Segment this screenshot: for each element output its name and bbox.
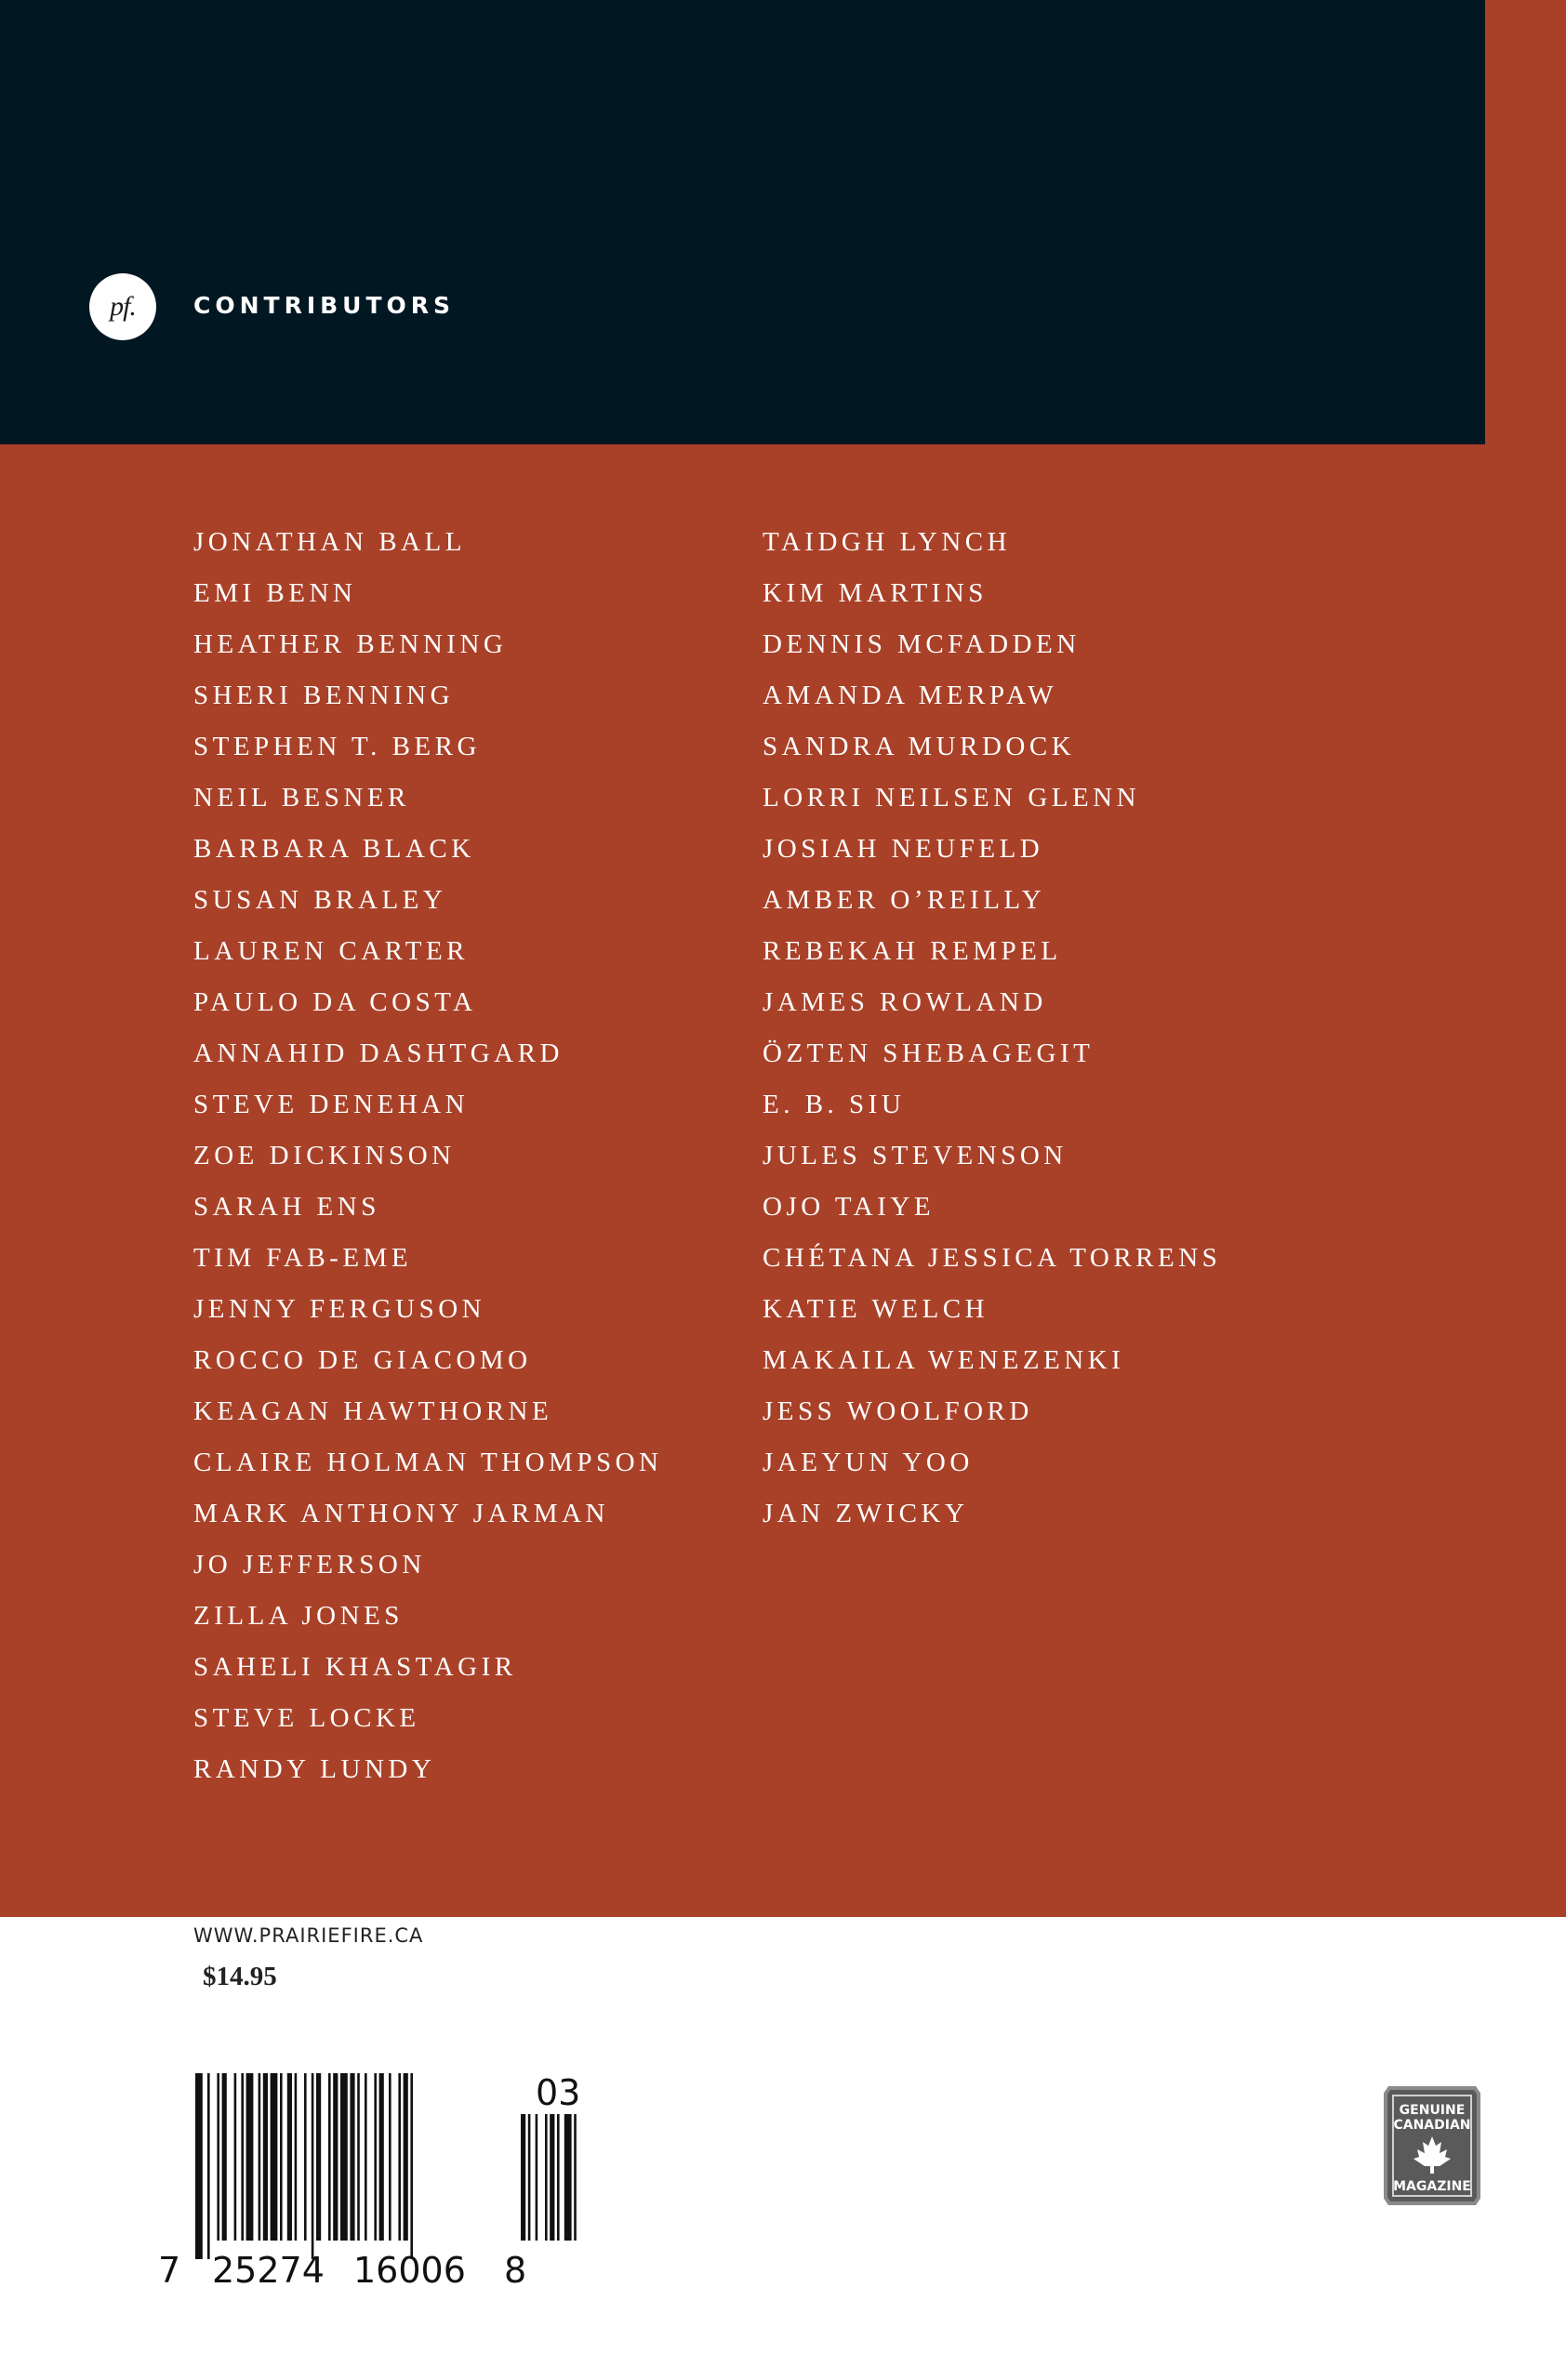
contributor-name: E. B. SIU [763,1090,906,1119]
price: $14.95 [203,1962,277,1991]
barcode-addon-digits: 03 [536,2073,581,2113]
barcode-bar [271,2073,278,2241]
barcode [158,2073,595,2296]
contributor-name: EMI BENN [193,578,357,608]
barcode-bar [328,2073,331,2241]
contributor-name: KEAGAN HAWTHORNE [193,1396,553,1426]
contributor-name: SHERI BENNING [193,681,455,710]
barcode-bar [234,2073,237,2241]
barcode-bar [404,2073,408,2241]
contributor-name: JENNY FERGUSON [193,1294,486,1324]
barcode-bar [217,2073,219,2241]
barcode-bar [374,2073,377,2241]
contributor-name: SUSAN BRALEY [193,885,447,915]
contributor-name: MAKAILA WENEZENKI [763,1345,1125,1375]
contributor-name: ZILLA JONES [193,1601,404,1631]
barcode-bar [246,2073,254,2241]
contributor-name: LAUREN CARTER [193,936,470,966]
contributor-name: SAHELI KHASTAGIR [193,1652,517,1682]
contributor-name: STEVE DENEHAN [193,1090,470,1119]
barcode-left-digits: 25274 [212,2250,325,2291]
barcode-bar [207,2073,210,2259]
barcode-addon-bar [545,2114,548,2241]
barcode-bar [389,2073,392,2241]
contributor-name: LORRI NEILSEN GLENN [763,783,1141,813]
barcode-bar [241,2073,244,2241]
contributor-name: REBEKAH REMPEL [763,936,1062,966]
contributor-name: JO JEFFERSON [193,1550,426,1580]
contributor-name: NEIL BESNER [193,783,410,813]
contributor-name: JAMES ROWLAND [763,987,1047,1017]
contributor-name: KIM MARTINS [763,578,988,608]
logo-text: pf. [110,291,136,322]
barcode-right-digits: 16006 [353,2250,466,2291]
contributor-name: STEPHEN T. BERG [193,732,481,761]
badge-line-3: MAGAZINE [1393,2179,1471,2194]
barcode-check-digit: 8 [504,2250,527,2291]
barcode-bar [379,2073,384,2241]
contributor-name: TAIDGH LYNCH [763,527,1012,557]
barcode-bar [340,2073,348,2241]
contributor-name: TIM FAB-EME [193,1243,413,1273]
barcode-addon-bar [521,2114,525,2241]
contributor-name: JOSIAH NEUFELD [763,834,1044,864]
contributor-name: RANDY LUNDY [193,1754,436,1784]
barcode-bar [365,2073,367,2241]
contributor-name: SARAH ENS [193,1192,380,1222]
contributor-name: MARK ANTHONY JARMAN [193,1499,609,1528]
barcode-bar [357,2073,360,2241]
barcode-addon-bar [550,2114,554,2241]
barcode-bar [350,2073,354,2241]
contributor-name: DENNIS MCFADDEN [763,629,1081,659]
barcode-bar [295,2073,298,2241]
contributor-name: STEVE LOCKE [193,1703,420,1733]
contributor-name: JAN ZWICKY [763,1499,969,1528]
contributor-name: BARBARA BLACK [193,834,475,864]
barcode-addon-bar [574,2114,577,2241]
barcode-bar [410,2073,413,2259]
contributor-name: ANNAHID DASHTGARD [193,1038,564,1068]
contributor-name: AMANDA MERPAW [763,681,1057,710]
contributor-name: AMBER O’REILLY [763,885,1046,915]
contributor-name: PAULO DA COSTA [193,987,477,1017]
contributor-name: JULES STEVENSON [763,1141,1068,1170]
barcode-bar [398,2073,401,2241]
contributor-name: HEATHER BENNING [193,629,508,659]
barcode-lead-digit: 7 [158,2250,181,2291]
contributors-column-1 [193,521,663,1799]
contributor-name: KATIE WELCH [763,1294,989,1324]
contributor-name: JESS WOOLFORD [763,1396,1033,1426]
contributor-name: ZOE DICKINSON [193,1141,456,1170]
section-title: CONTRIBUTORS [193,292,456,319]
header-band [0,0,1485,444]
contributor-name: SANDRA MURDOCK [763,732,1076,761]
barcode-bar [312,2073,314,2259]
barcode-bar [316,2073,321,2241]
website-url: WWW.PRAIRIEFIRE.CA [193,1924,424,1947]
badge-line-2: CANADIAN [1393,2118,1471,2133]
barcode-bar [287,2073,292,2241]
barcode-bar [333,2073,338,2241]
barcode-bar [304,2073,307,2241]
barcode-bars-main [195,2073,413,2259]
genuine-canadian-magazine-badge [1380,2082,1484,2209]
barcode-bar [259,2073,261,2241]
contributor-name: CHÉTANA JESSICA TORRENS [763,1243,1222,1273]
barcode-bar [195,2073,203,2259]
barcode-addon-bar [536,2114,538,2241]
barcode-addon-bar [557,2114,560,2241]
barcode-bar [280,2073,283,2241]
contributor-name: OJO TAIYE [763,1192,936,1222]
badge-line-1: GENUINE [1399,2103,1466,2118]
contributor-name: ÖZTEN SHEBAGEGIT [763,1038,1095,1068]
barcode-bar [263,2073,268,2241]
contributor-name: JONATHAN BALL [193,527,466,557]
barcode-bar [222,2073,227,2241]
contributor-name: CLAIRE HOLMAN THOMPSON [193,1448,663,1477]
barcode-addon-bar [528,2114,531,2241]
pf-logo [89,273,156,340]
contributor-name: ROCCO DE GIACOMO [193,1345,532,1375]
contributors-column-2 [763,521,1221,1543]
contributor-name: JAEYUN YOO [763,1448,974,1477]
barcode-addon-bar [564,2114,572,2241]
barcode-bars-addon [521,2114,577,2241]
